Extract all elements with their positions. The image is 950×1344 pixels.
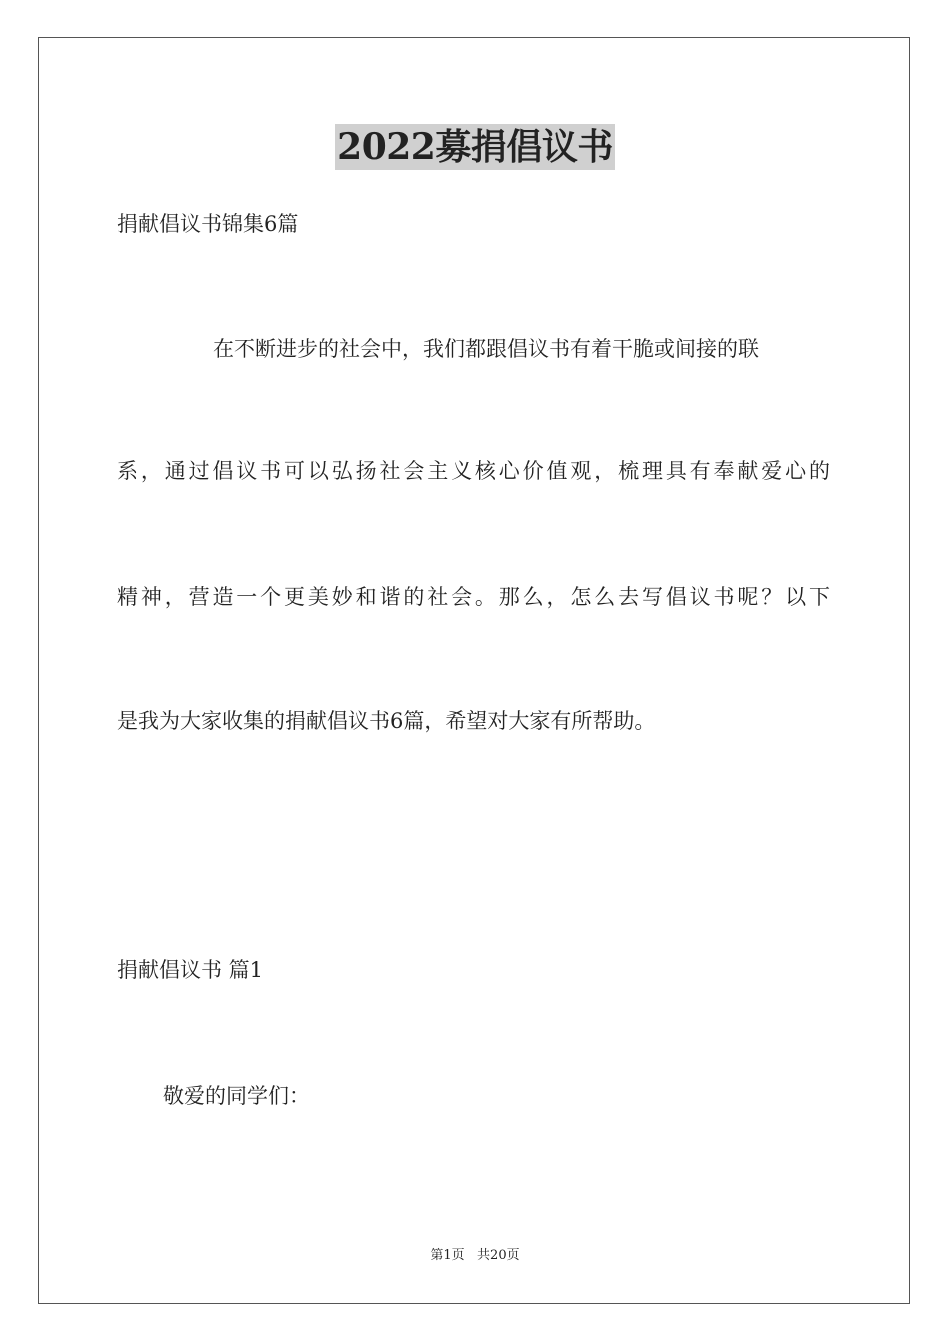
intro-line-2: 系，通过倡议书可以弘扬社会主义核心价值观，梳理具有奉献爱心的 <box>117 459 830 483</box>
document-subtitle: 捐献倡议书锦集6篇 <box>117 212 299 236</box>
salutation: 敬爱的同学们： <box>163 1084 310 1108</box>
intro-line-1: 在不断进步的社会中，我们都跟倡议书有着干脆或间接的联 <box>213 337 759 361</box>
intro-line-4: 是我为大家收集的捐献倡议书6篇，希望对大家有所帮助。 <box>117 709 656 733</box>
page-footer: 第1页 共20页 <box>430 1248 520 1263</box>
section-heading: 捐献倡议书 篇1 <box>117 958 264 982</box>
title-container <box>0 124 950 170</box>
intro-line-3: 精神，营造一个更美妙和谐的社会。那么，怎么去写倡议书呢？以下 <box>117 585 830 609</box>
document-title: 2022募捐倡议书 <box>337 126 613 168</box>
